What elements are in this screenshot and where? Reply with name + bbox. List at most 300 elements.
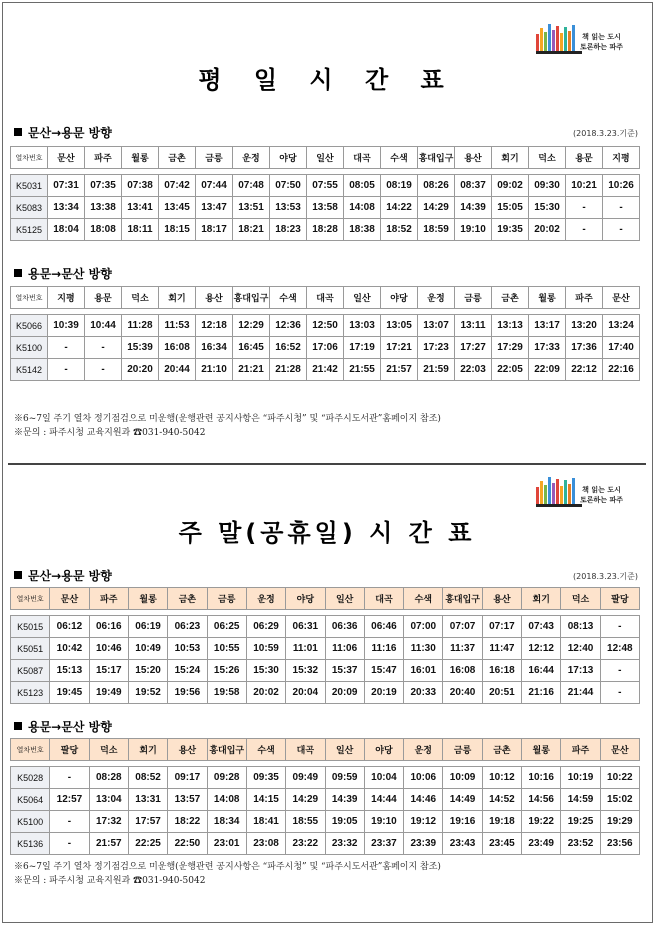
departure-time: 10:49 [128,638,167,660]
departure-time: 10:16 [522,767,561,789]
departure-time: 10:44 [85,315,122,337]
departure-time: 23:49 [522,833,561,855]
station-header: 수색 [270,287,307,309]
departure-time: 13:41 [122,197,159,219]
station-header: 파주 [89,588,128,610]
departure-time: 23:43 [443,833,482,855]
departure-time: 18:17 [196,219,233,241]
departure-time: 13:38 [85,197,122,219]
departure-time: 21:55 [344,359,381,381]
station-header: 금릉 [455,287,492,309]
station-header: 홍대입구 [233,287,270,309]
departure-time: 14:08 [344,197,381,219]
train-number: K5028 [11,767,50,789]
station-header: 금릉 [196,147,233,169]
departure-time: 11:37 [443,638,482,660]
station-header: 일산 [344,287,381,309]
train-number: K5100 [11,811,50,833]
contact-note: ※문의 : 파주시청 교육지원과 ☎031-940-5042 [14,876,206,886]
departure-time: 13:24 [603,315,640,337]
station-header: 회기 [522,588,561,610]
footnote [14,860,441,888]
departure-time: - [50,833,89,855]
departure-time: - [566,219,603,241]
departure-time: 11:47 [482,638,521,660]
departure-time: 15:24 [168,660,207,682]
train-no-header: 열차번호 [11,739,50,761]
departure-time: 22:03 [455,359,492,381]
station-header: 금촌 [168,588,207,610]
table-row [11,682,640,704]
table-row [11,616,640,638]
departure-time: 23:39 [404,833,443,855]
departure-time: 09:28 [207,767,246,789]
departure-time: 18:59 [418,219,455,241]
section-heading: 용문→문산 방향 [14,718,112,735]
departure-time: 20:19 [364,682,403,704]
timetable [10,738,640,855]
departure-time: - [603,197,640,219]
departure-time: 22:50 [168,833,207,855]
station-header: 운정 [233,147,270,169]
departure-time: 13:51 [233,197,270,219]
station-header: 운정 [404,739,443,761]
station-header: 야당 [270,147,307,169]
departure-time: 10:26 [603,175,640,197]
departure-time: 07:55 [307,175,344,197]
station-header: 문산 [603,287,640,309]
departure-time: 18:11 [122,219,159,241]
departure-time: 19:25 [561,811,600,833]
station-header: 회기 [128,739,167,761]
station-header: 지평 [48,287,85,309]
books-icon [536,22,575,52]
departure-time: 12:18 [196,315,233,337]
departure-time: 08:19 [381,175,418,197]
departure-time: 23:45 [482,833,521,855]
table-row [11,789,640,811]
departure-time: 11:53 [159,315,196,337]
station-header: 문산 [48,147,85,169]
departure-time: 15:17 [89,660,128,682]
departure-time: 13:45 [159,197,196,219]
departure-time: 23:52 [561,833,600,855]
departure-time: 07:31 [48,175,85,197]
weekend-sheet [8,463,646,915]
train-number: K5123 [11,682,50,704]
departure-time: 12:40 [561,638,600,660]
station-header: 일산 [307,147,344,169]
departure-time: 07:35 [85,175,122,197]
train-no-header: 열차번호 [11,147,48,169]
departure-time: 11:30 [404,638,443,660]
departure-time: - [50,767,89,789]
departure-time: - [603,219,640,241]
departure-time: 19:35 [492,219,529,241]
departure-time: 16:52 [270,337,307,359]
departure-time: 18:52 [381,219,418,241]
departure-time: 10:19 [561,767,600,789]
station-header: 대곡 [364,588,403,610]
departure-time: 14:39 [455,197,492,219]
departure-time: 17:21 [381,337,418,359]
station-header: 문산 [600,739,639,761]
departure-time: - [85,337,122,359]
table-row [11,767,640,789]
train-number: K5087 [11,660,50,682]
departure-time: 18:21 [233,219,270,241]
departure-time: 16:08 [159,337,196,359]
logo-line-1: 책 읽는 도시 [582,33,621,41]
departure-time: 08:28 [89,767,128,789]
section-heading: 문산→용문 방향 [14,567,112,584]
station-header: 문산 [50,588,89,610]
departure-time: 07:48 [233,175,270,197]
departure-time: 17:13 [561,660,600,682]
station-header: 월롱 [122,147,159,169]
station-header: 운정 [246,588,285,610]
departure-time: 23:32 [325,833,364,855]
departure-time: - [48,359,85,381]
departure-time: 17:19 [344,337,381,359]
departure-time: 17:57 [128,811,167,833]
departure-time: 16:01 [404,660,443,682]
departure-time: 10:59 [246,638,285,660]
station-header: 금릉 [443,739,482,761]
departure-time: 18:22 [168,811,207,833]
departure-time: 09:17 [168,767,207,789]
departure-time: 18:38 [344,219,381,241]
departure-time: 18:23 [270,219,307,241]
station-header: 야당 [364,739,403,761]
departure-time: 16:08 [443,660,482,682]
departure-time: 18:41 [246,811,285,833]
departure-time: 20:44 [159,359,196,381]
departure-time: 16:34 [196,337,233,359]
station-header: 덕소 [529,147,566,169]
table-row [11,219,640,241]
logo-line-2: 토론하는 파주 [580,43,624,51]
departure-time: 23:01 [207,833,246,855]
departure-time: - [85,359,122,381]
station-header: 대곡 [344,147,381,169]
station-header: 용산 [455,147,492,169]
station-header: 지평 [603,147,640,169]
departure-time: - [566,197,603,219]
header-row [11,147,640,169]
departure-time: - [600,660,639,682]
departure-time: 07:44 [196,175,233,197]
station-header: 회기 [159,287,196,309]
departure-time: 10:12 [482,767,521,789]
square-bullet-icon [14,571,22,579]
station-header: 파주 [566,287,603,309]
departure-time: 22:25 [128,833,167,855]
station-header: 금릉 [207,588,246,610]
departure-time: 15:02 [600,789,639,811]
table-row [11,337,640,359]
departure-time: 19:45 [50,682,89,704]
departure-time: 17:32 [89,811,128,833]
departure-time: 21:10 [196,359,233,381]
departure-time: 13:57 [168,789,207,811]
station-header: 월롱 [522,739,561,761]
table-row [11,359,640,381]
departure-time: 18:08 [85,219,122,241]
departure-time: - [600,616,639,638]
departure-time: 06:31 [286,616,325,638]
train-number: K5142 [11,359,48,381]
station-header: 일산 [325,739,364,761]
departure-time: 19:58 [207,682,246,704]
departure-time: 20:20 [122,359,159,381]
departure-time: 13:04 [89,789,128,811]
departure-time: 17:23 [418,337,455,359]
departure-time: 21:28 [270,359,307,381]
departure-time: 21:16 [522,682,561,704]
train-no-header: 열차번호 [11,287,48,309]
station-header: 용산 [196,287,233,309]
departure-time: 18:28 [307,219,344,241]
departure-time: 14:49 [443,789,482,811]
departure-time: 16:45 [233,337,270,359]
departure-time: 13:53 [270,197,307,219]
departure-time: 21:42 [307,359,344,381]
departure-time: 17:27 [455,337,492,359]
departure-time: 11:01 [286,638,325,660]
table-row [11,638,640,660]
departure-time: 14:08 [207,789,246,811]
departure-time: 23:22 [286,833,325,855]
departure-time: 06:29 [246,616,285,638]
departure-time: 21:44 [561,682,600,704]
square-bullet-icon [14,128,22,136]
section-heading: 용문→문산 방향 [14,265,112,282]
departure-time: 10:53 [168,638,207,660]
departure-time: 18:34 [207,811,246,833]
departure-time: 10:55 [207,638,246,660]
city-logo [536,18,636,52]
timetable [10,587,640,704]
station-header: 홍대입구 [418,147,455,169]
departure-time: 10:04 [364,767,403,789]
departure-time: 18:15 [159,219,196,241]
departure-time: 10:22 [600,767,639,789]
table-row [11,315,640,337]
train-number: K5064 [11,789,50,811]
departure-time: 17:33 [529,337,566,359]
departure-time: 22:09 [529,359,566,381]
departure-time: 15:30 [246,660,285,682]
departure-time: 09:59 [325,767,364,789]
departure-time: 12:50 [307,315,344,337]
departure-time: 21:57 [89,833,128,855]
departure-time: 15:13 [50,660,89,682]
departure-time: 07:00 [404,616,443,638]
departure-time: 10:06 [404,767,443,789]
departure-time: 12:57 [50,789,89,811]
departure-time: 21:57 [381,359,418,381]
departure-time: 19:29 [600,811,639,833]
station-header: 파주 [85,147,122,169]
station-header: 덕소 [561,588,600,610]
departure-time: 16:18 [482,660,521,682]
departure-time: 12:29 [233,315,270,337]
departure-time: 17:06 [307,337,344,359]
departure-time: 07:07 [443,616,482,638]
departure-time: 10:39 [48,315,85,337]
departure-time: - [600,682,639,704]
departure-time: 17:36 [566,337,603,359]
departure-time: 12:12 [522,638,561,660]
departure-time: 10:21 [566,175,603,197]
departure-time: 19:10 [364,811,403,833]
train-no-header: 열차번호 [11,588,50,610]
departure-time: 22:16 [603,359,640,381]
logo-line-2: 토론하는 파주 [580,496,624,504]
departure-time: 19:49 [89,682,128,704]
departure-time: 06:36 [325,616,364,638]
departure-time: 20:40 [443,682,482,704]
basis-date: (2018.3.23.기준) [573,572,638,581]
maintenance-note: ※6~7일 주기 열차 정기점검으로 미운행(운행관련 공지사항은 “파주시청” 및 “파주시도서관”홈페이지 참조) [14,414,441,424]
departure-time: 08:05 [344,175,381,197]
station-header: 월롱 [529,287,566,309]
basis-date: (2018.3.23.기준) [573,129,638,138]
departure-time: 07:50 [270,175,307,197]
station-header: 홍대입구 [207,739,246,761]
departure-time: 11:28 [122,315,159,337]
departure-time: 08:13 [561,616,600,638]
departure-time: 07:38 [122,175,159,197]
departure-time: 07:43 [522,616,561,638]
header-row [11,739,640,761]
departure-time: 19:18 [482,811,521,833]
station-header: 파주 [561,739,600,761]
departure-time: 19:56 [168,682,207,704]
station-header: 운정 [418,287,455,309]
maintenance-note: ※6~7일 주기 열차 정기점검으로 미운행(운행관련 공지사항은 “파주시청” 및 “파주시도서관”홈페이지 참조) [14,862,441,872]
departure-time: 06:23 [168,616,207,638]
departure-time: 13:31 [128,789,167,811]
departure-time: 09:35 [246,767,285,789]
departure-time: 21:59 [418,359,455,381]
departure-time: 06:19 [128,616,167,638]
departure-time: 14:59 [561,789,600,811]
departure-time: 15:32 [286,660,325,682]
header-row [11,588,640,610]
station-header: 팔당 [600,588,639,610]
station-header: 용산 [482,588,521,610]
station-header: 회기 [492,147,529,169]
contact-note: ※문의 : 파주시청 교육지원과 ☎031-940-5042 [14,428,206,438]
station-header: 홍대입구 [443,588,482,610]
train-number: K5100 [11,337,48,359]
departure-time: 06:16 [89,616,128,638]
departure-time: 20:02 [529,219,566,241]
departure-time: 08:37 [455,175,492,197]
table-row [11,660,640,682]
square-bullet-icon [14,722,22,730]
departure-time: 19:10 [455,219,492,241]
station-header: 야당 [381,287,418,309]
station-header: 용문 [566,147,603,169]
station-header: 팔당 [50,739,89,761]
departure-time: 06:12 [50,616,89,638]
departure-time: 10:09 [443,767,482,789]
departure-time: 09:30 [529,175,566,197]
departure-time: 11:06 [325,638,364,660]
departure-time: 15:37 [325,660,364,682]
table-row [11,175,640,197]
departure-time: 20:04 [286,682,325,704]
station-header: 대곡 [286,739,325,761]
departure-time: 13:11 [455,315,492,337]
page-title: 평 일 시 간 표 [198,66,456,94]
station-header: 금촌 [492,287,529,309]
timetable [10,286,640,381]
departure-time: 19:05 [325,811,364,833]
square-bullet-icon [14,269,22,277]
departure-time: 22:05 [492,359,529,381]
departure-time: 21:21 [233,359,270,381]
departure-time: 14:29 [286,789,325,811]
departure-time: 09:02 [492,175,529,197]
departure-time: 12:48 [600,638,639,660]
departure-time: 08:26 [418,175,455,197]
train-number: K5136 [11,833,50,855]
departure-time: 11:16 [364,638,403,660]
train-number: K5083 [11,197,48,219]
table-row [11,197,640,219]
departure-time: 23:56 [600,833,639,855]
departure-time: 12:36 [270,315,307,337]
train-number: K5066 [11,315,48,337]
departure-time: 13:34 [48,197,85,219]
departure-time: 20:33 [404,682,443,704]
departure-time: 13:13 [492,315,529,337]
departure-time: 13:20 [566,315,603,337]
table-row [11,811,640,833]
departure-time: 20:09 [325,682,364,704]
section-heading: 문산→용문 방향 [14,124,112,141]
departure-time: 15:26 [207,660,246,682]
departure-time: 19:12 [404,811,443,833]
departure-time: 09:49 [286,767,325,789]
station-header: 일산 [325,588,364,610]
departure-time: 13:17 [529,315,566,337]
departure-time: 15:20 [128,660,167,682]
station-header: 용산 [168,739,207,761]
station-header: 덕소 [89,739,128,761]
station-header: 월롱 [128,588,167,610]
departure-time: 20:02 [246,682,285,704]
departure-time: 18:04 [48,219,85,241]
departure-time: 15:30 [529,197,566,219]
departure-time: 13:03 [344,315,381,337]
station-header: 수색 [246,739,285,761]
station-header: 수색 [381,147,418,169]
departure-time: 15:05 [492,197,529,219]
timetable [10,146,640,241]
station-header: 용문 [85,287,122,309]
departure-time: 13:58 [307,197,344,219]
station-header: 대곡 [307,287,344,309]
station-header: 수색 [404,588,443,610]
departure-time: 18:55 [286,811,325,833]
departure-time: 19:16 [443,811,482,833]
train-number: K5051 [11,638,50,660]
